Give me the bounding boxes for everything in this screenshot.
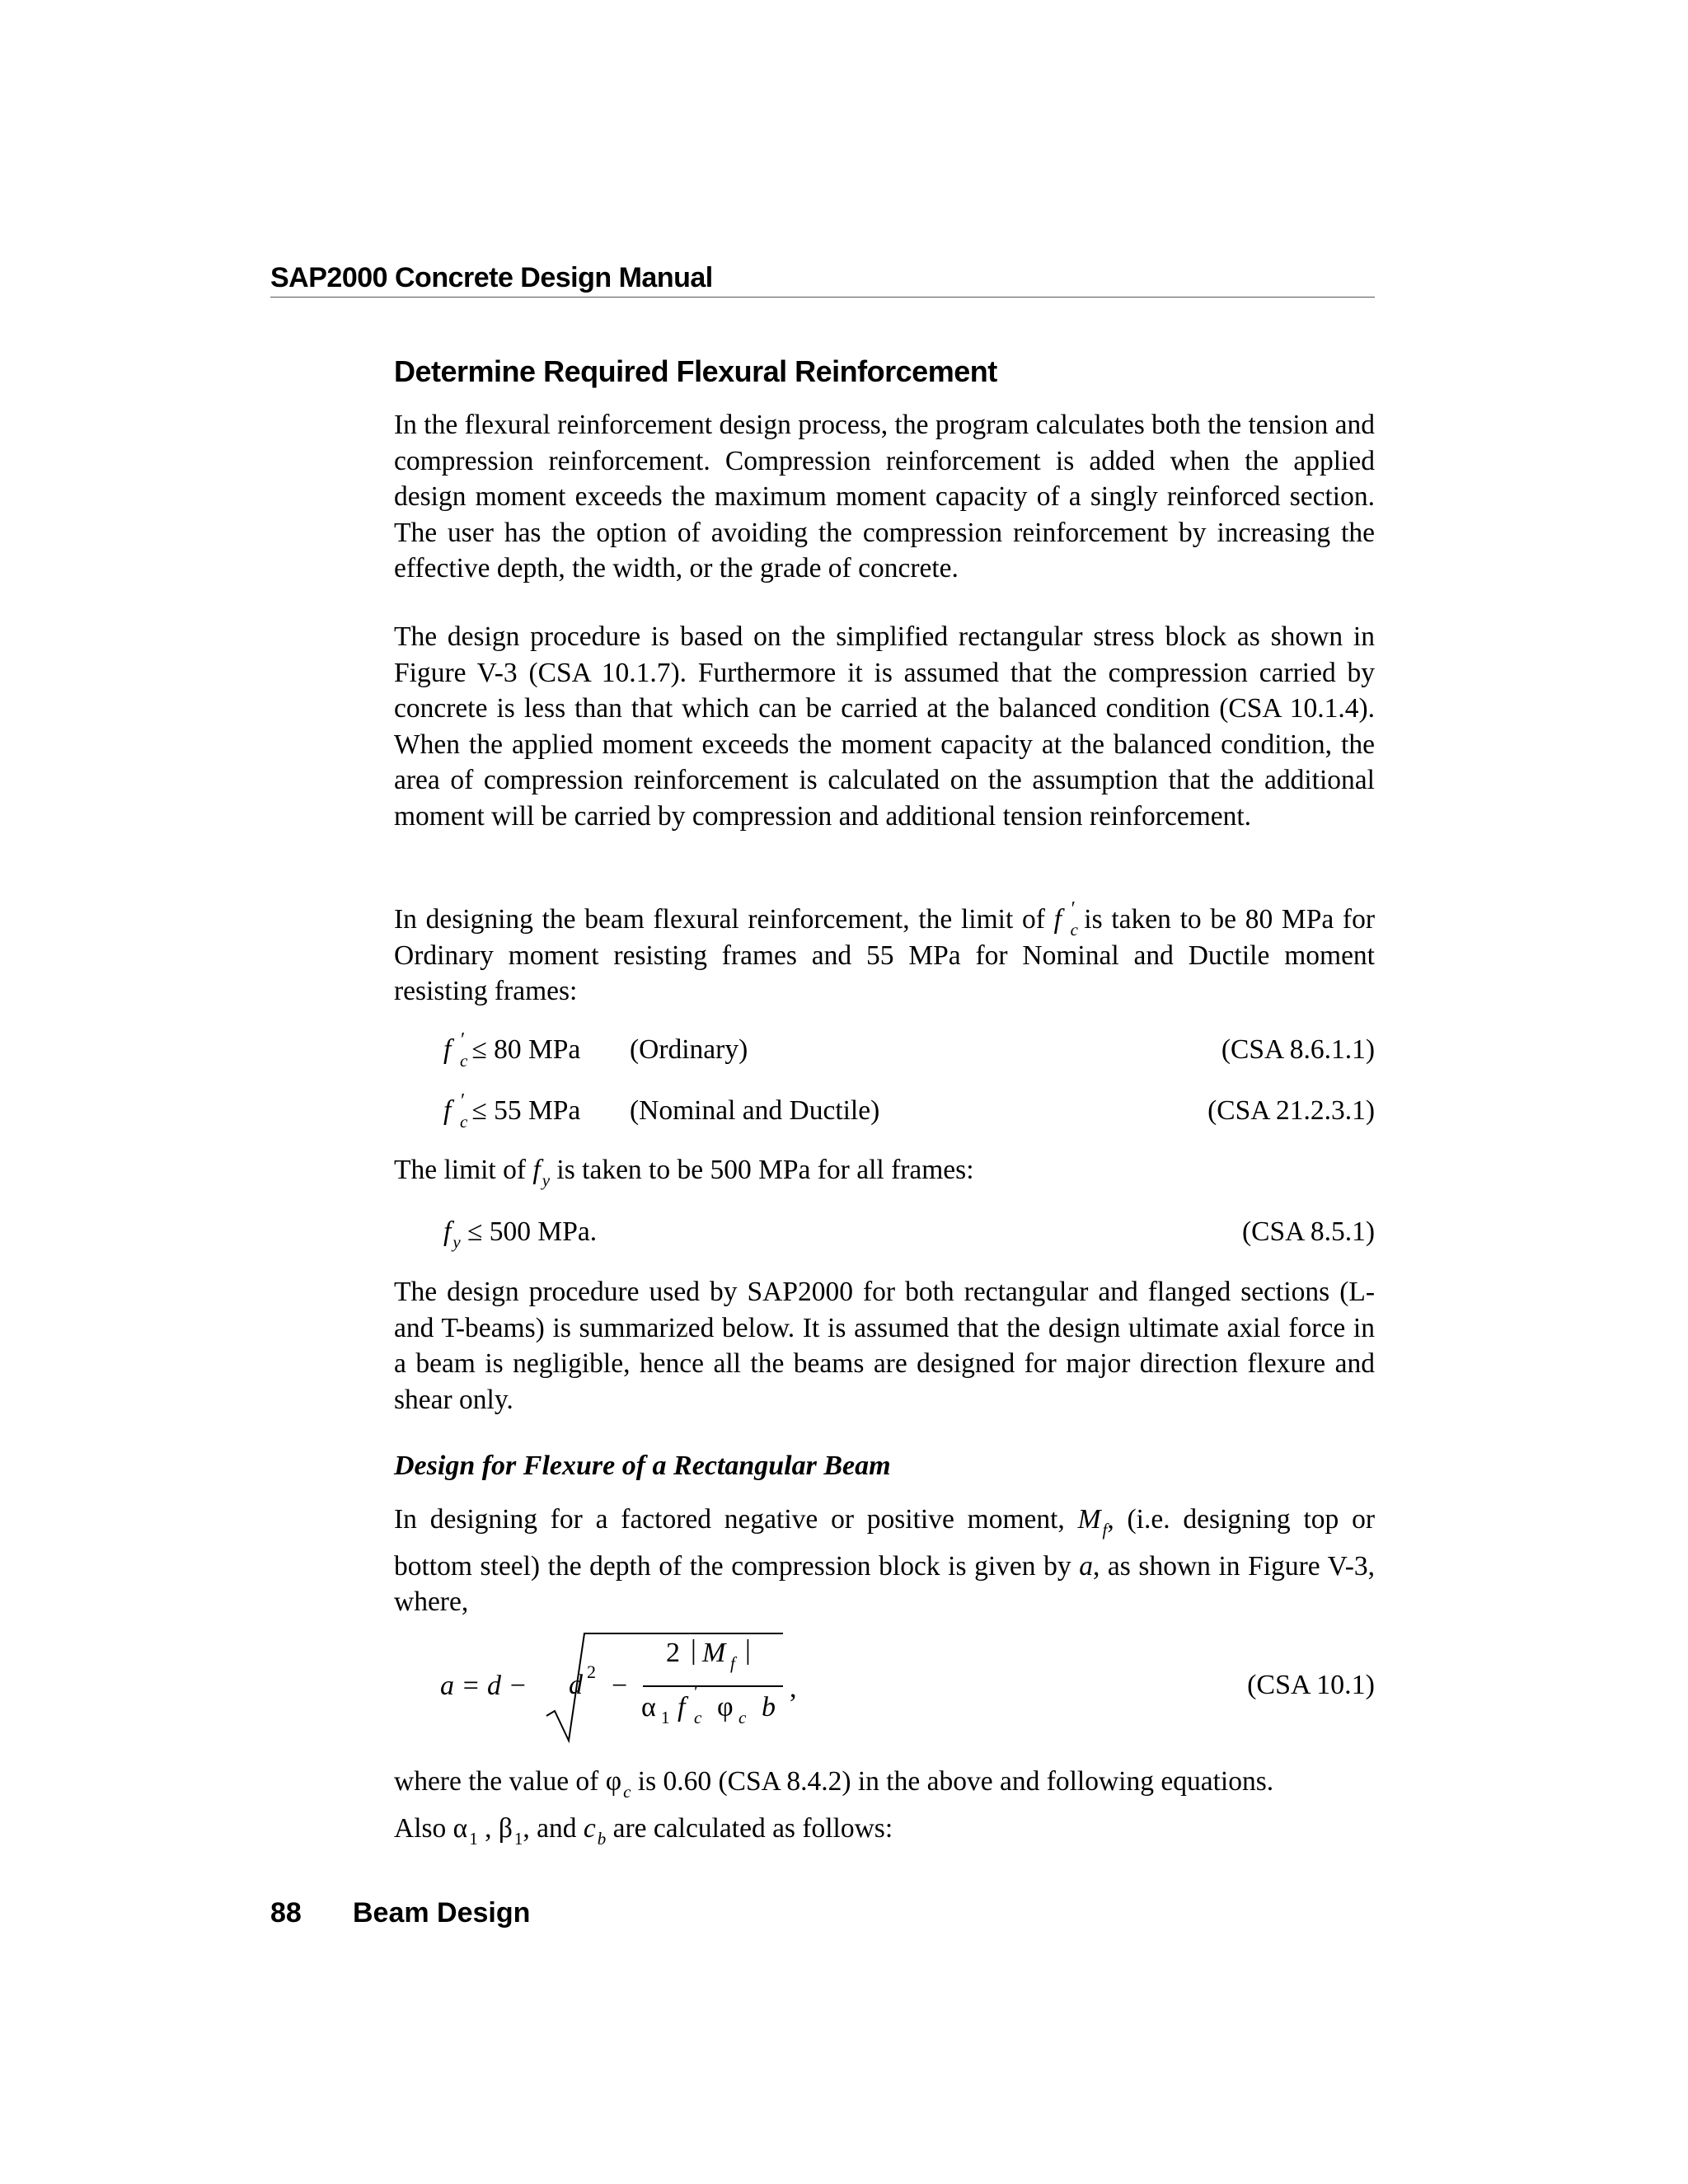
formula-denominator-f-prime: ′ xyxy=(694,1682,699,1704)
formula-square: 2 xyxy=(587,1661,596,1682)
paragraph-6-text-a: In designing for a factored negative or positive moment, xyxy=(394,1504,1078,1535)
paragraph-7-text-d: , and xyxy=(523,1812,584,1844)
fy-symbol: f xyxy=(443,1216,452,1247)
phi-subscript: c xyxy=(623,1782,631,1802)
formula-numerator-var: M xyxy=(702,1638,726,1668)
eq1-relation: ≤ 80 MPa xyxy=(465,1034,581,1065)
paragraph-6-text-c: , as shown in Figure V-3, where, xyxy=(394,1550,1375,1618)
page-number: 88 xyxy=(270,1897,302,1929)
formula-abs-right: | xyxy=(745,1635,751,1666)
fy-symbol: f xyxy=(532,1155,541,1185)
section-title: Determine Required Flexural Reinforcement xyxy=(394,354,997,388)
paragraph-7-text-a: where the value of xyxy=(394,1766,606,1797)
fc-prime-symbol: f ′ c xyxy=(443,1029,468,1071)
paragraph-7-separator: , xyxy=(477,1812,499,1844)
manual-title: SAP2000 Concrete Design Manual xyxy=(270,262,713,293)
equation-fc-ductile xyxy=(394,1090,1375,1132)
fy-subscript: y xyxy=(542,1170,551,1190)
eq2-relation: ≤ 55 MPa xyxy=(465,1095,581,1126)
formula-numerator-coef: 2 xyxy=(666,1638,680,1668)
paragraph-3-text-b: is taken to be 80 MPa for Ordinary moment resisting frames and 55 MPa for Nominal and Ductile moment resisting frames: xyxy=(394,904,1375,1007)
eq2-reference: (CSA 21.2.3.1) xyxy=(1207,1095,1375,1126)
paragraph-7-text-e: are calculated as follows: xyxy=(606,1812,893,1844)
paragraph-5: The design procedure used by SAP2000 for both rectangular and flanged sections (L- and T-beams) is summarized below. It is assumed that the design ultimate axial force in a beam is negligible, hence all the beams are designed for major direction flexure and shear only. xyxy=(394,1277,1375,1415)
formula-denominator-phi: φ xyxy=(717,1692,734,1722)
formula-reference: (CSA 10.1) xyxy=(1247,1670,1375,1700)
paragraph-7-text-c: Also xyxy=(394,1812,453,1844)
fy-subscript: y xyxy=(452,1232,461,1252)
paragraph-7-text-b: is 0.60 (CSA 8.4.2) in the above and following equations. xyxy=(631,1766,1274,1797)
subheading: Design for Flexure of a Rectangular Beam xyxy=(394,1451,891,1481)
equation-fy-limit xyxy=(394,1214,1375,1250)
eq1-note: (Ordinary) xyxy=(630,1034,748,1065)
paragraph-4-text-b: is taken to be 500 MPa for all frames: xyxy=(550,1155,974,1185)
cb-subscript: b xyxy=(597,1828,607,1849)
paragraph-1: In the flexural reinforcement design process, the program calculates both the tension and compression reinforcement. Compression reinforcement is added when the applied design moment exceeds the maximum moment capacity of a singly reinforced section. The user has the option of avoiding the compression reinforcement by increasing the effective depth, the width, or the grade of concrete. xyxy=(394,410,1375,584)
formula-abs-left: | xyxy=(691,1635,696,1666)
formula-minus: − xyxy=(612,1671,628,1701)
cb-symbol: c xyxy=(583,1812,596,1844)
formula-lhs: a = d − xyxy=(440,1671,528,1701)
header-rule xyxy=(270,297,1375,298)
paragraph-2: The design procedure is based on the simplified rectangular stress block as shown in Figure V-3 (CSA 10.1.7). Furthermore it is assumed that the compression carried by concrete is less than that which can be carried at the balanced condition (CSA 10.1.4). When the applied moment exceeds the moment capacity at the balanced condition, the area of compression reinforcement is calculated on the assumption that the additional moment will be carried by compression and additional tension reinforcement. xyxy=(394,621,1375,832)
alpha-symbol: α xyxy=(452,1812,468,1844)
formula-d: d xyxy=(569,1670,583,1700)
a-symbol: a xyxy=(1079,1550,1093,1582)
formula-denominator-b: b xyxy=(762,1692,776,1722)
beta-symbol: β xyxy=(498,1812,513,1844)
paragraph-3 xyxy=(394,898,1375,1010)
paragraph-3-text-a: In designing the beam flexural reinforcement, the limit of xyxy=(394,904,1054,935)
paragraph-4-text-a: The limit of xyxy=(394,1155,533,1185)
paragraph-7 xyxy=(394,1764,1375,1857)
fc-prime-symbol: f ′ c xyxy=(1053,898,1078,940)
eq3-reference: (CSA 8.5.1) xyxy=(1241,1216,1375,1247)
mf-subscript: f xyxy=(1102,1520,1108,1540)
phi-symbol: φ xyxy=(605,1766,622,1797)
formula-denominator-f-sub: c xyxy=(694,1708,702,1727)
equation-fc-ordinary xyxy=(394,1029,1375,1071)
beta-subscript: 1 xyxy=(513,1828,523,1849)
paragraph-6-text-b: , (i.e. designing top or bottom steel) the depth of the compression block is given by xyxy=(394,1504,1375,1582)
formula-denominator-f: f xyxy=(678,1692,686,1722)
chapter-label: Beam Design xyxy=(353,1897,531,1929)
eq1-reference: (CSA 8.6.1.1) xyxy=(1221,1034,1375,1065)
fc-prime-symbol: f ′ c xyxy=(443,1090,468,1132)
eq2-note: (Nominal and Ductile) xyxy=(630,1095,880,1126)
mf-symbol: M xyxy=(1077,1504,1101,1535)
paragraph-6 xyxy=(394,1502,1375,1620)
formula-denominator-alpha: α xyxy=(641,1692,656,1722)
formula-denominator-phi-sub: c xyxy=(738,1708,747,1727)
formula-numerator-sub: f xyxy=(730,1653,735,1673)
alpha-subscript: 1 xyxy=(469,1828,478,1849)
eq3-relation: ≤ 500 MPa. xyxy=(460,1216,598,1247)
paragraph-4 xyxy=(394,1152,1375,1199)
formula-denominator-alpha-sub: 1 xyxy=(661,1708,670,1727)
formula-comma: , xyxy=(790,1673,797,1704)
